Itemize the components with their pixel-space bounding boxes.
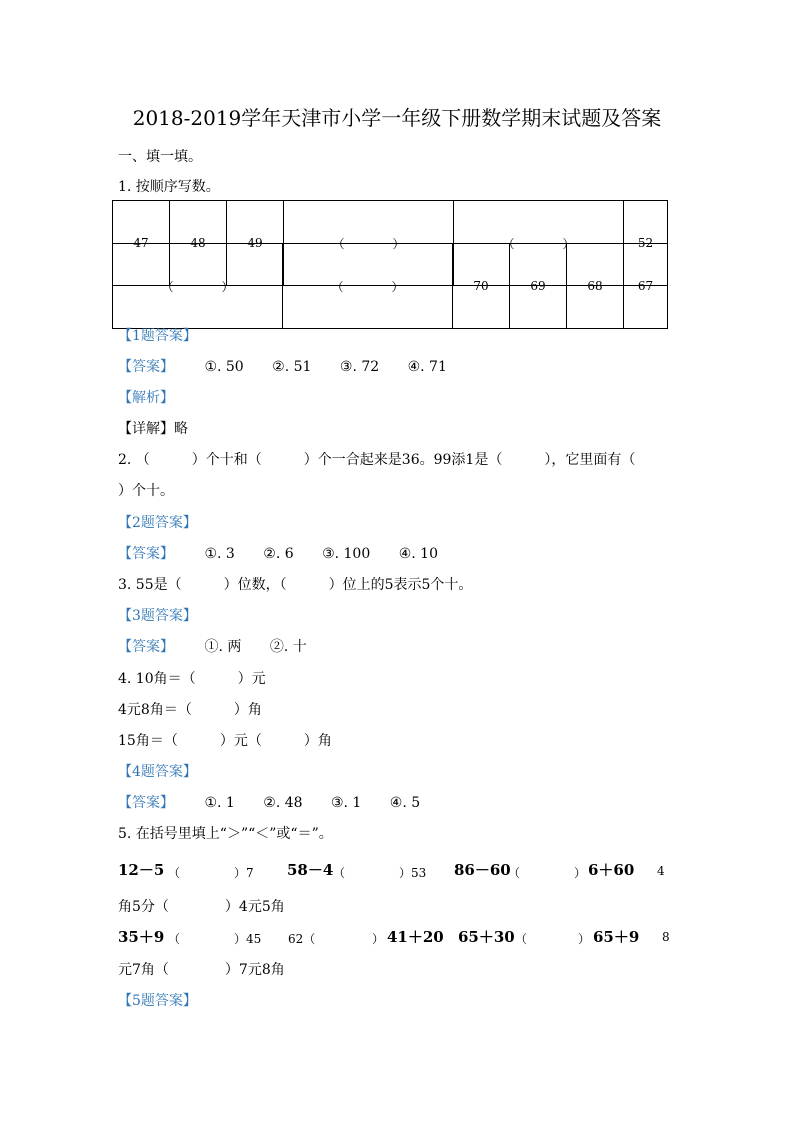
answer-line-1 <box>118 356 447 376</box>
blank-close: ）7 <box>234 866 254 880</box>
answer-label: 【答案】 <box>118 639 174 655</box>
answer-heading-4: 【4题答案】 <box>118 764 197 780</box>
answer-item: ①. 两 <box>204 639 242 655</box>
blank-open: （ <box>168 932 181 946</box>
detail-text: 略 <box>174 421 188 437</box>
blank-close: ）53 <box>399 866 427 880</box>
expression: 65＋9 <box>593 928 640 946</box>
question-2-line2: ）个十。 <box>118 483 174 499</box>
question-2-line1: 2. （ ）个十和（ ）个一合起来是36。99添1是（ ），它里面有（ <box>118 452 636 468</box>
answer-label: 【答案】 <box>118 795 174 811</box>
blank-open: （ <box>508 866 521 880</box>
question-3-line: 3. 55是（ ）位数，（ ）位上的5表示5个十。 <box>118 577 473 593</box>
answer-item: ③. 100 <box>322 546 371 562</box>
table-cell-blank: （ ） <box>454 201 624 286</box>
question-5-prompt: 5. 在括号里填上“＞”“＜”或“＝”。 <box>118 826 333 842</box>
text-fragment: 62（ <box>288 932 316 946</box>
question-5-row4: 元7角（ ）7元8角 <box>118 962 285 978</box>
answer-item: ④. 5 <box>389 795 421 811</box>
answer-item: ①. 50 <box>204 359 244 375</box>
answer-label: 【答案】 <box>118 546 174 562</box>
page-title: 2018-2019学年天津市小学一年级下册数学期末试题及答案 <box>132 106 662 130</box>
answer-item: ①. 3 <box>204 546 235 562</box>
answer-line-2 <box>118 543 438 563</box>
answer-heading-3: 【3题答案】 <box>118 608 197 624</box>
question-4-line1: 4. 10角＝（ ）元 <box>118 671 266 687</box>
table-cell: 52 <box>624 201 668 286</box>
table-cell: 69 <box>510 244 567 329</box>
answer-item: ④. 10 <box>398 546 438 562</box>
table-cell: 68 <box>567 244 624 329</box>
answer-item: ①. 1 <box>204 795 235 811</box>
section-heading: 一、填一填。 <box>118 149 202 165</box>
table-cell: 47 <box>113 201 170 286</box>
answer-item: ②. 48 <box>263 795 303 811</box>
detail-line <box>118 418 188 438</box>
blank-close: ） <box>372 932 385 946</box>
question-5-row2: 角5分（ ）4元5角 <box>118 899 285 915</box>
blank-open: （ <box>168 866 181 880</box>
table-cell: 48 <box>170 201 227 286</box>
blank-open: （ <box>333 866 346 880</box>
expression: 35＋9 <box>118 928 165 946</box>
table-cell: 49 <box>227 201 284 286</box>
expression: 41＋20 <box>387 928 444 946</box>
expression: 6＋60 <box>588 861 635 879</box>
answer-item: ④. 71 <box>407 359 447 375</box>
table-cell-blank: （ ） <box>113 244 283 329</box>
answer-item: ②. 6 <box>263 546 294 562</box>
answer-item: ②. 51 <box>272 359 312 375</box>
answer-item: ③. 72 <box>339 359 380 375</box>
answer-item: ②. 十 <box>269 639 307 655</box>
answer-label: 【答案】 <box>118 359 174 375</box>
text-fragment: 8 <box>662 930 670 944</box>
detail-label: 【详解】 <box>118 421 174 437</box>
question-4-line2: 4元8角＝（ ）角 <box>118 702 262 718</box>
answer-heading-5: 【5题答案】 <box>118 993 197 1009</box>
table-cell: 67 <box>624 244 668 329</box>
answer-line-3 <box>118 636 307 656</box>
answer-line-4 <box>118 792 420 812</box>
table-cell: 70 <box>453 244 510 329</box>
answer-item: ③. 1 <box>330 795 362 811</box>
question-4-line3: 15角＝（ ）元（ ）角 <box>118 733 332 749</box>
blank-close: ） <box>574 866 587 880</box>
blank-close: ）45 <box>234 932 262 946</box>
expression: 65＋30 <box>458 928 515 946</box>
expression: 86－60 <box>454 861 511 879</box>
table-cell-blank: （ ） <box>283 244 453 329</box>
expression: 12－5 <box>118 861 165 879</box>
table-row <box>113 244 668 329</box>
blank-open: （ <box>515 932 528 946</box>
blank-close: ） <box>578 932 591 946</box>
table-cell-blank: （ ） <box>284 201 454 286</box>
answer-heading-2: 【2题答案】 <box>118 515 197 531</box>
expression: 58－4 <box>287 861 334 879</box>
analysis-label: 【解析】 <box>118 390 174 406</box>
answer-heading-1: 【1题答案】 <box>118 328 197 344</box>
text-fragment: 4 <box>657 864 665 878</box>
number-sequence-table-row2 <box>112 243 668 329</box>
question-1-prompt: 1. 按顺序写数。 <box>118 179 220 195</box>
